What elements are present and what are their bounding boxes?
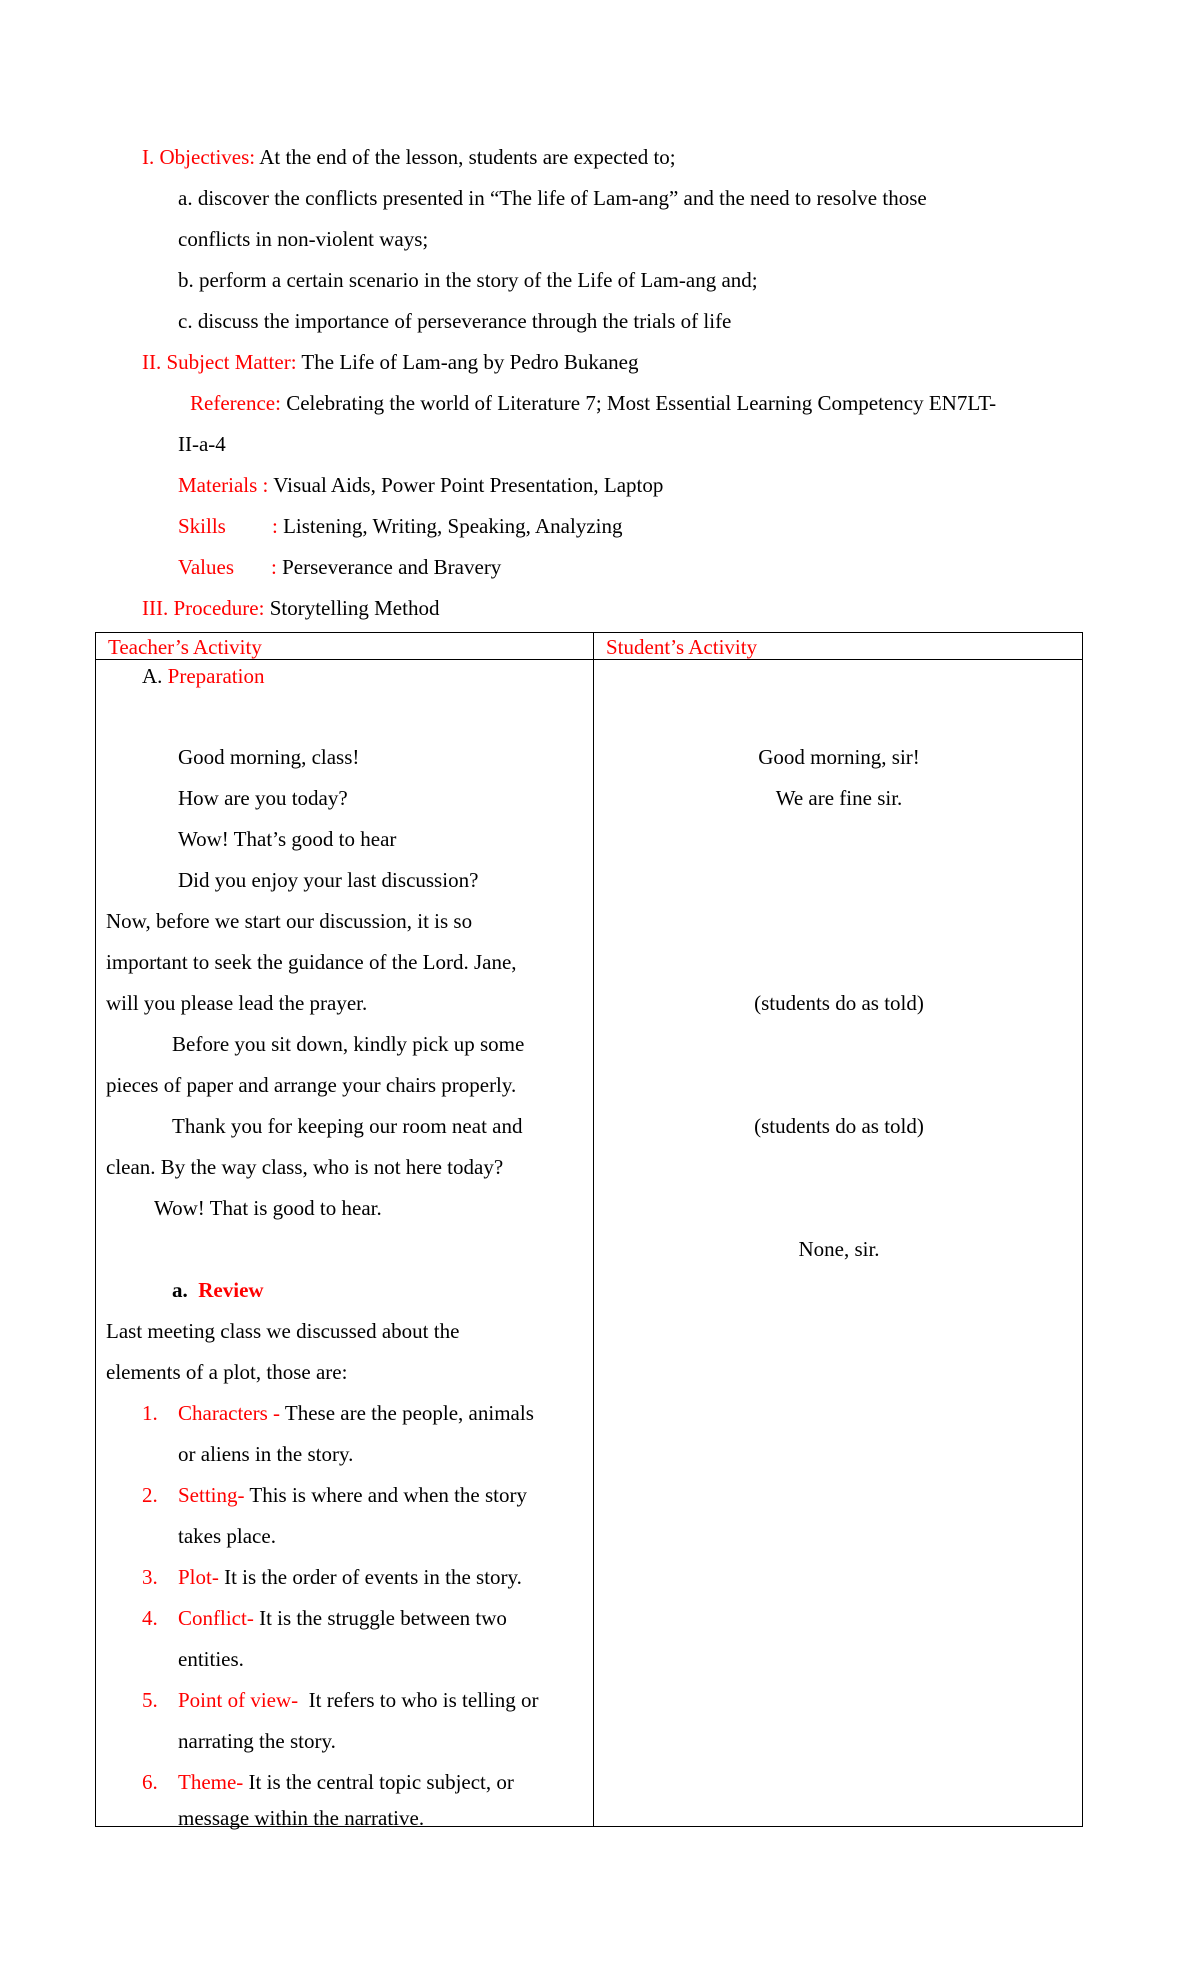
element-term: Setting- bbox=[178, 1483, 245, 1507]
element-term: Conflict- bbox=[178, 1606, 254, 1630]
values-label: Values bbox=[178, 555, 234, 579]
teacher-line: Wow! That is good to hear. bbox=[154, 1196, 382, 1220]
skills-line bbox=[178, 516, 226, 537]
element-definition-cont: or aliens in the story. bbox=[178, 1442, 354, 1466]
review-intro-line: Last meeting class we discussed about the bbox=[106, 1319, 460, 1343]
element-item bbox=[178, 1690, 538, 1711]
element-number: 1. bbox=[142, 1401, 158, 1425]
teacher-activity-header: Teacher’s Activity bbox=[108, 635, 262, 659]
element-definition: This is where and when the story bbox=[244, 1483, 527, 1507]
teacher-line: Thank you for keeping our room neat and bbox=[172, 1114, 523, 1138]
element-item bbox=[178, 1608, 507, 1629]
element-item bbox=[178, 1567, 522, 1588]
objectives-heading bbox=[142, 147, 676, 168]
element-definition: It is the order of events in the story. bbox=[218, 1565, 522, 1589]
teacher-line: Wow! That’s good to hear bbox=[178, 827, 397, 851]
reference-line bbox=[190, 393, 996, 414]
element-definition-cont: entities. bbox=[178, 1647, 244, 1671]
review-label: Review bbox=[198, 1278, 264, 1302]
element-definition-cont: narrating the story. bbox=[178, 1729, 336, 1753]
teacher-line: Good morning, class! bbox=[178, 745, 360, 769]
element-term: Point of view- bbox=[178, 1688, 299, 1712]
student-line: None, sir. bbox=[798, 1237, 880, 1261]
element-number: 3. bbox=[142, 1565, 158, 1589]
preparation-label: Preparation bbox=[167, 664, 265, 688]
teacher-line: important to seek the guidance of the Lord. Jane, bbox=[106, 950, 517, 974]
table-header-divider bbox=[96, 659, 1082, 660]
review-heading bbox=[172, 1280, 264, 1301]
objectives-label: I. Objectives: bbox=[142, 145, 256, 169]
skills-label: Skills bbox=[178, 514, 226, 538]
skills-colon: : bbox=[272, 514, 278, 538]
teacher-line: clean. By the way class, who is not here today? bbox=[106, 1155, 504, 1179]
element-term: Plot- bbox=[178, 1565, 219, 1589]
review-letter: a. bbox=[172, 1278, 188, 1302]
procedure-text: Storytelling Method bbox=[264, 596, 440, 620]
table-column-divider bbox=[593, 633, 594, 1826]
element-definition: It is the central topic subject, or bbox=[243, 1770, 514, 1794]
objectives-text: At the end of the lesson, students are expected to; bbox=[255, 145, 676, 169]
materials-text: Visual Aids, Power Point Presentation, Laptop bbox=[268, 473, 664, 497]
element-number: 6. bbox=[142, 1770, 158, 1794]
teacher-line: pieces of paper and arrange your chairs properly. bbox=[106, 1073, 517, 1097]
teacher-line: Did you enjoy your last discussion? bbox=[178, 868, 479, 892]
element-item bbox=[178, 1403, 534, 1424]
element-term: Theme- bbox=[178, 1770, 244, 1794]
reference-text: Celebrating the world of Literature 7; Most Essential Learning Competency EN7LT- bbox=[280, 391, 997, 415]
preparation-heading bbox=[142, 666, 264, 687]
element-definition: It refers to who is telling or bbox=[298, 1688, 539, 1712]
reference-cont: II-a-4 bbox=[178, 432, 226, 456]
subject-matter-label: II. Subject Matter: bbox=[142, 350, 297, 374]
teacher-line: Before you sit down, kindly pick up some bbox=[172, 1032, 525, 1056]
objective-item-a: a. discover the conflicts presented in “The life of Lam-ang” and the need to resolve those bbox=[178, 186, 927, 210]
element-definition-cont: takes place. bbox=[178, 1524, 276, 1548]
element-definition-cont: message within the narrative. bbox=[178, 1806, 425, 1830]
element-term: Characters - bbox=[178, 1401, 281, 1425]
teacher-line: How are you today? bbox=[178, 786, 348, 810]
student-activity-header: Student’s Activity bbox=[606, 635, 758, 659]
objective-item-a-cont: conflicts in non-violent ways; bbox=[178, 227, 429, 251]
values-value bbox=[271, 557, 501, 578]
procedure-heading bbox=[142, 598, 439, 619]
student-line: (students do as told) bbox=[754, 991, 924, 1015]
materials-label: Materials : bbox=[178, 473, 269, 497]
student-line: We are fine sir. bbox=[775, 786, 903, 810]
teacher-line: will you please lead the prayer. bbox=[106, 991, 368, 1015]
element-item bbox=[178, 1772, 514, 1793]
values-line bbox=[178, 557, 234, 578]
objective-item-b: b. perform a certain scenario in the story of the Life of Lam-ang and; bbox=[178, 268, 758, 292]
element-definition: These are the people, animals bbox=[280, 1401, 534, 1425]
skills-text: Listening, Writing, Speaking, Analyzing bbox=[277, 514, 623, 538]
preparation-letter: A. bbox=[142, 664, 163, 688]
values-colon: : bbox=[271, 555, 277, 579]
element-number: 4. bbox=[142, 1606, 158, 1630]
procedure-label: III. Procedure: bbox=[142, 596, 265, 620]
subject-matter-text: The Life of Lam-ang by Pedro Bukaneg bbox=[296, 350, 639, 374]
subject-matter-heading bbox=[142, 352, 638, 373]
element-item bbox=[178, 1485, 527, 1506]
teacher-line: Now, before we start our discussion, it is so bbox=[106, 909, 473, 933]
element-number: 5. bbox=[142, 1688, 158, 1712]
review-intro-line: elements of a plot, those are: bbox=[106, 1360, 348, 1384]
objective-item-c: c. discuss the importance of perseverance through the trials of life bbox=[178, 309, 732, 333]
reference-label: Reference: bbox=[190, 391, 281, 415]
element-definition: It is the struggle between two bbox=[253, 1606, 507, 1630]
element-number: 2. bbox=[142, 1483, 158, 1507]
skills-value bbox=[272, 516, 623, 537]
materials-line bbox=[178, 475, 663, 496]
values-text: Perseverance and Bravery bbox=[276, 555, 502, 579]
student-line: Good morning, sir! bbox=[758, 745, 920, 769]
student-line: (students do as told) bbox=[754, 1114, 924, 1138]
activity-table bbox=[95, 632, 1083, 1830]
